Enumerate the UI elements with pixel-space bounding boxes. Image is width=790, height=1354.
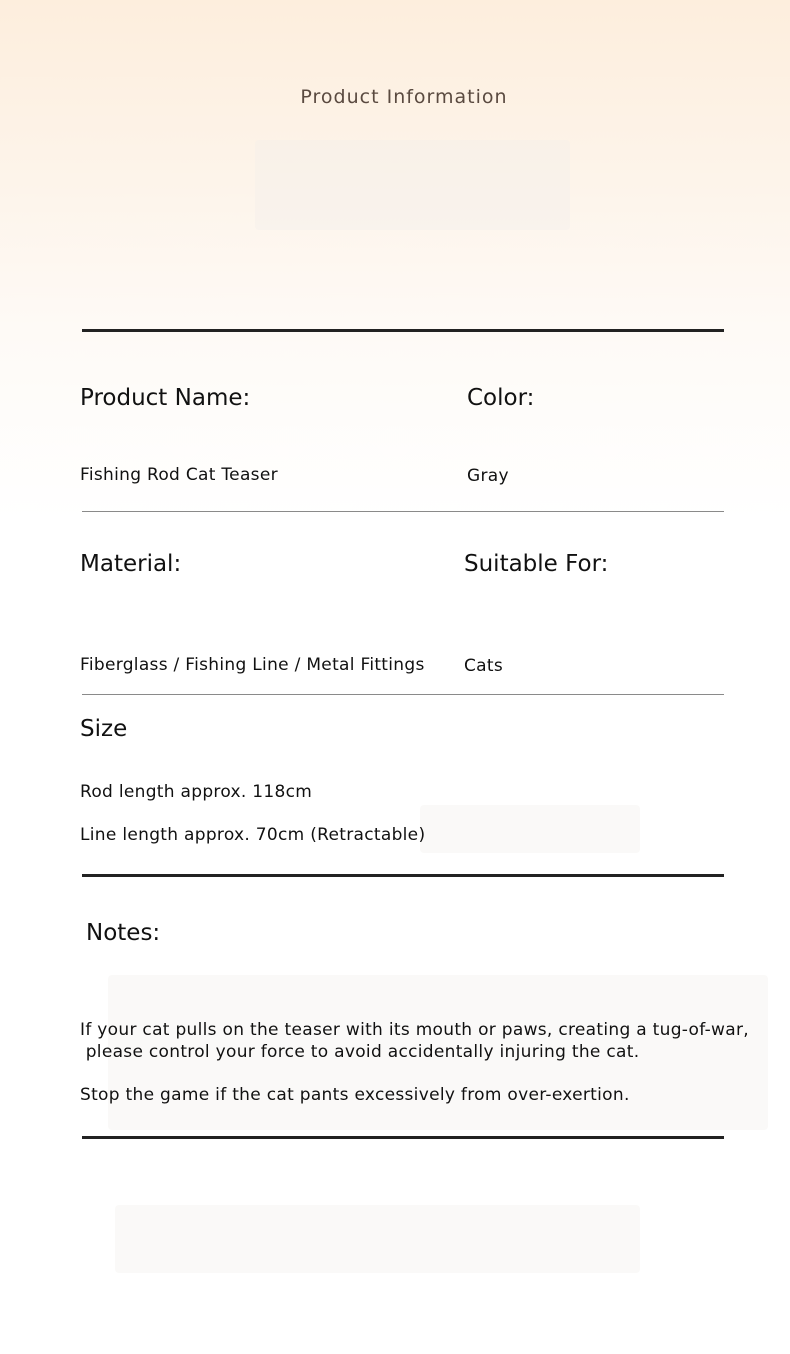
divider-bottom [82, 1136, 724, 1139]
suitable-for-value: Cats [464, 656, 504, 676]
product-name-label: Product Name: [80, 385, 251, 411]
material-value: Fiberglass / Fishing Line / Metal Fittings [80, 655, 425, 675]
color-value: Gray [467, 466, 509, 486]
divider-row-1 [82, 511, 724, 512]
notes-line-1: If your cat pulls on the teaser with its mouth or paws, creating a tug-of-war, [80, 1020, 749, 1040]
notes-label: Notes: [86, 920, 161, 946]
product-name-value: Fishing Rod Cat Teaser [80, 465, 278, 485]
background-ghost-mark [115, 1205, 640, 1273]
size-label: Size [80, 716, 128, 742]
size-line-length: Line length approx. 70cm (Retractable) [80, 825, 426, 845]
suitable-for-label: Suitable For: [464, 551, 609, 577]
divider-top [82, 329, 724, 332]
size-rod-length: Rod length approx. 118cm [80, 782, 313, 802]
background-ghost-mark [420, 805, 640, 853]
notes-line-3: Stop the game if the cat pants excessively from over-exertion. [80, 1085, 630, 1105]
divider-row-2 [82, 694, 724, 695]
material-label: Material: [80, 551, 182, 577]
notes-line-2: please control your force to avoid accidentally injuring the cat. [80, 1042, 640, 1062]
divider-notes-top [82, 874, 724, 877]
background-ghost-mark [255, 140, 570, 230]
page-title: Product Information [300, 86, 508, 108]
color-label: Color: [467, 385, 535, 411]
